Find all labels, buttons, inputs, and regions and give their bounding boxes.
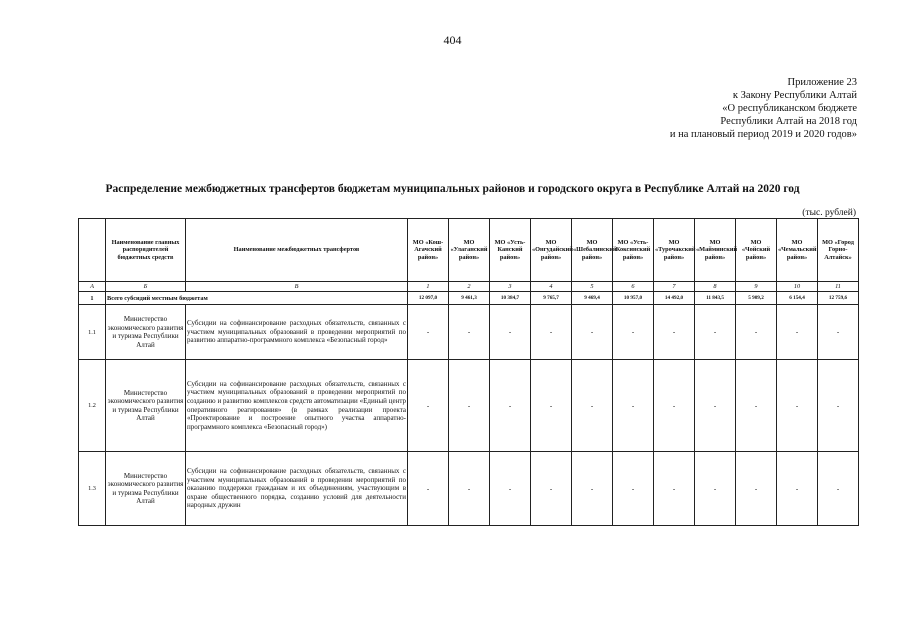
header-district: МО «Чойский район» <box>736 219 777 282</box>
row-value: - <box>695 305 736 360</box>
total-row <box>79 292 859 305</box>
header-transfer: Наименование межбюджетных трансфертов <box>186 219 408 282</box>
column-letter: В <box>186 282 408 292</box>
row-value: - <box>818 360 859 452</box>
row-description: Субсидии на софинансирование расходных обязательств, связанных с участием муниципальных образований в проведении мероприятий по оказанию поддержки гражданам и их объединениям, участвующим в охране общественного порядка, созданию условий для деятельности народных дружин <box>186 452 408 526</box>
appendix-line-5: и на плановый период 2019 и 2020 годов» <box>669 129 857 140</box>
row-code: 1.2 <box>79 360 106 452</box>
row-value: - <box>695 360 736 452</box>
header-district: МО «Кош-Агачский район» <box>408 219 449 282</box>
row-description: Субсидии на софинансирование расходных обязательств, связанных с участием муниципальных образований в проведении мероприятий по созданию и развитию комплексов средств автоматизации «Единый центр оперативного реагирования» (в рамках реализации проекта «Проектирование и построение опытного участка аппаратно-программного комплекса «Безопасный город») <box>186 360 408 452</box>
row-value: - <box>654 452 695 526</box>
table-row <box>79 452 859 526</box>
header-district: МО «Усть-Коксинский район» <box>613 219 654 282</box>
row-value: - <box>736 452 777 526</box>
page-number: 404 <box>443 33 462 47</box>
row-value: - <box>736 305 777 360</box>
column-letter: 7 <box>654 282 695 292</box>
header-district: МО «Чемальский район» <box>777 219 818 282</box>
total-value: 9 461,3 <box>449 292 490 305</box>
row-value: - <box>613 360 654 452</box>
total-value: 10 957,0 <box>613 292 654 305</box>
column-letters-row <box>79 282 859 292</box>
total-value: 9 469,4 <box>572 292 613 305</box>
row-value: - <box>572 360 613 452</box>
appendix-block <box>670 76 857 141</box>
header-district: МО «Турочакский район» <box>654 219 695 282</box>
header-district: МО «Усть-Канский район» <box>490 219 531 282</box>
row-value: - <box>449 305 490 360</box>
header-district: МО «Шебалинский район» <box>572 219 613 282</box>
row-value: - <box>490 360 531 452</box>
header-district: МО «Город Горно-Алтайск» <box>818 219 859 282</box>
row-value: - <box>695 452 736 526</box>
header-district: МО «Онгудайский район» <box>531 219 572 282</box>
total-label: Всего субсидий местным бюджетам <box>106 292 408 305</box>
row-value: - <box>449 452 490 526</box>
total-value: 12 097,0 <box>408 292 449 305</box>
column-letter: 6 <box>613 282 654 292</box>
row-value: - <box>777 305 818 360</box>
total-value: 9 765,7 <box>531 292 572 305</box>
row-value: - <box>818 305 859 360</box>
row-value: - <box>654 305 695 360</box>
document-title: Распределение межбюджетных трансфертов бюджетам муниципальных районов и городского округа в Республике Алтай на 2020 год <box>105 183 800 195</box>
header-code <box>79 219 106 282</box>
column-letter: Б <box>106 282 186 292</box>
total-value: 12 759,6 <box>818 292 859 305</box>
row-ministry: Министерство экономического развития и туризма Республики Алтай <box>106 360 186 452</box>
header-ministry: Наименование главных распорядителей бюджетных средств <box>106 219 186 282</box>
column-letter: 8 <box>695 282 736 292</box>
total-code: 1 <box>79 292 106 305</box>
row-value: - <box>736 360 777 452</box>
row-ministry: Министерство экономического развития и туризма Республики Алтай <box>106 305 186 360</box>
total-value: 14 492,0 <box>654 292 695 305</box>
column-letter: 10 <box>777 282 818 292</box>
total-value: 11 843,5 <box>695 292 736 305</box>
row-value: - <box>490 452 531 526</box>
total-value: 10 384,7 <box>490 292 531 305</box>
row-code: 1.3 <box>79 452 106 526</box>
column-letter: 2 <box>449 282 490 292</box>
row-value: - <box>408 360 449 452</box>
row-value: - <box>572 305 613 360</box>
row-value: - <box>777 360 818 452</box>
row-description: Субсидии на софинансирование расходных обязательств, связанных с участием муниципальных образований в проведении мероприятий по развитию аппаратно-программного комплекса «Безопасный город» <box>186 305 408 360</box>
column-letter: 1 <box>408 282 449 292</box>
appendix-line-2: к Закону Республики Алтай <box>732 90 857 101</box>
column-letter: 9 <box>736 282 777 292</box>
row-value: - <box>572 452 613 526</box>
row-code: 1.1 <box>79 305 106 360</box>
row-value: - <box>408 305 449 360</box>
units-label: (тыс. рублей) <box>802 208 856 218</box>
row-value: - <box>613 452 654 526</box>
row-value: - <box>490 305 531 360</box>
row-value: - <box>654 360 695 452</box>
appendix-line-3: «О республиканском бюджете <box>722 103 857 114</box>
total-value: 5 909,2 <box>736 292 777 305</box>
row-value: - <box>818 452 859 526</box>
row-value: - <box>531 360 572 452</box>
row-value: - <box>408 452 449 526</box>
table-row <box>79 360 859 452</box>
column-letter: 5 <box>572 282 613 292</box>
column-letter: 11 <box>818 282 859 292</box>
appendix-line-4: Республики Алтай на 2018 год <box>720 116 857 127</box>
row-value: - <box>613 305 654 360</box>
column-letter: 3 <box>490 282 531 292</box>
header-district: МО «Майминский район» <box>695 219 736 282</box>
total-value: 6 154,4 <box>777 292 818 305</box>
appendix-line-1: Приложение 23 <box>787 77 857 88</box>
row-value: - <box>531 305 572 360</box>
header-district: МО «Улаганский район» <box>449 219 490 282</box>
table-header-row <box>79 219 859 282</box>
column-letter: А <box>79 282 106 292</box>
table-row <box>79 305 859 360</box>
row-ministry: Министерство экономического развития и туризма Республики Алтай <box>106 452 186 526</box>
row-value: - <box>777 452 818 526</box>
transfers-table <box>78 218 859 526</box>
row-value: - <box>449 360 490 452</box>
column-letter: 4 <box>531 282 572 292</box>
row-value: - <box>531 452 572 526</box>
